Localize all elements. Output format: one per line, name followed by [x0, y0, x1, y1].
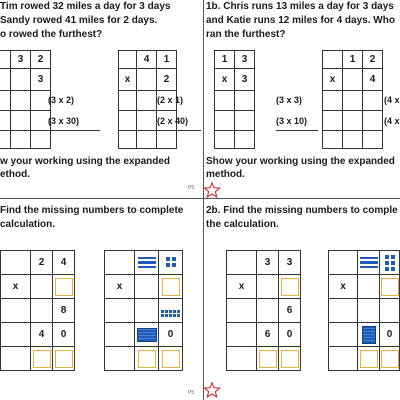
q2a-text [0, 204, 183, 232]
grid-cell: 0 [279, 323, 301, 347]
grid-cell: 6 [279, 299, 301, 323]
q1a-left-grid [0, 50, 51, 149]
grid-cell: 4 [363, 69, 383, 91]
grid-cell [137, 111, 157, 131]
grid-cell [119, 51, 137, 69]
answer-box[interactable] [381, 278, 399, 296]
grid-cell: 3 [235, 69, 255, 91]
grid-cell [137, 91, 157, 111]
grid-cell [1, 299, 31, 323]
answer-line [157, 130, 201, 131]
grid-cell [215, 131, 235, 149]
answer-box[interactable] [281, 278, 299, 296]
grid-cell [323, 131, 343, 149]
grid-cell [358, 299, 380, 323]
grid-cell: 6 [257, 323, 279, 347]
grid-cell: 3 [11, 51, 31, 69]
answer-box-cell [135, 347, 159, 371]
answer-box[interactable] [162, 350, 180, 368]
q2a-grid [0, 250, 75, 371]
grid-cell: 3 [235, 51, 255, 69]
hundreds-block-icon [362, 326, 376, 344]
grid-cell: x [215, 69, 235, 91]
grid-cell [135, 251, 159, 275]
grid-cell [343, 111, 363, 131]
grid-cell: 4 [137, 51, 157, 69]
footer-line: method. [206, 169, 245, 180]
grid-cell: 1 [215, 51, 235, 69]
answer-line [276, 130, 318, 131]
grid-cell [343, 91, 363, 111]
grid-cell: 8 [53, 299, 75, 323]
q1b-right-grid [322, 50, 383, 149]
hundreds-block-icon [137, 328, 157, 342]
grid-cell [235, 91, 255, 111]
grid-cell [329, 251, 358, 275]
grid-cell [358, 323, 380, 347]
q1b-line: 1b. Chris runs 13 miles a day for 3 days [206, 1, 394, 12]
grid-cell [119, 111, 137, 131]
answer-box-cell [53, 275, 75, 299]
answer-box[interactable] [55, 278, 73, 296]
q1a-line: Tim rowed 32 miles a day for 3 days [0, 1, 171, 12]
answer-box[interactable] [259, 350, 277, 368]
answer-box-cell [380, 347, 400, 371]
grid-cell [137, 69, 157, 91]
grid-cell [137, 131, 157, 149]
calc-label: (4 x [384, 116, 400, 126]
grid-cell [157, 131, 177, 149]
footer-line: Show your working using the expanded [206, 156, 395, 167]
answer-box[interactable] [381, 350, 399, 368]
q1b-line: ran the furthest? [206, 29, 286, 40]
grid-cell [363, 131, 383, 149]
vertical-divider [203, 0, 204, 400]
page-code: P5 [188, 390, 195, 396]
grid-cell: 3 [31, 69, 51, 91]
grid-cell [363, 91, 383, 111]
grid-cell: x [329, 275, 358, 299]
grid-cell [380, 299, 400, 323]
grid-cell: 4 [53, 251, 75, 275]
answer-box-cell [380, 275, 400, 299]
grid-cell [358, 251, 380, 275]
grid-cell [227, 299, 257, 323]
grid-cell [105, 299, 135, 323]
q1b-footer [206, 155, 395, 181]
answer-line [48, 130, 100, 131]
grid-cell [215, 91, 235, 111]
grid-cell: 2 [31, 251, 53, 275]
grid-cell [323, 91, 343, 111]
answer-box-cell [159, 347, 183, 371]
grid-cell: 2 [363, 51, 383, 69]
q2a-line: Find the missing numbers to complete [0, 205, 184, 216]
answer-box-cell [159, 275, 183, 299]
grid-cell: 0 [159, 323, 183, 347]
grid-cell [343, 131, 363, 149]
grid-cell [235, 111, 255, 131]
grid-cell [105, 251, 135, 275]
calc-label: (3 x 10) [276, 116, 308, 126]
grid-cell [31, 275, 53, 299]
q2a-place-value-grid [104, 250, 183, 371]
answer-box[interactable] [33, 350, 51, 368]
grid-cell: x [105, 275, 135, 299]
grid-cell [227, 323, 257, 347]
grid-cell: 0 [380, 323, 400, 347]
grid-cell [329, 299, 358, 323]
grid-cell [257, 275, 279, 299]
grid-cell [235, 131, 255, 149]
grid-cell [105, 347, 135, 371]
calc-label: (2 x 40) [157, 116, 189, 126]
answer-box-cell [257, 347, 279, 371]
tens-rods-icon [138, 257, 156, 269]
footer-line: w your working using the expanded [0, 156, 171, 167]
grid-cell: 2 [31, 51, 51, 69]
grid-cell: 3 [257, 251, 279, 275]
grid-cell [1, 323, 31, 347]
grid-cell [0, 131, 11, 149]
grid-cell [343, 69, 363, 91]
grid-cell [135, 323, 159, 347]
q2a-line: calculation. [0, 219, 56, 230]
grid-cell [11, 111, 31, 131]
q1a-text [0, 0, 170, 42]
calc-label: (3 x 30) [48, 116, 80, 126]
footer-line: ethod. [0, 169, 30, 180]
grid-cell [1, 251, 31, 275]
grid-cell: x [323, 69, 343, 91]
grid-cell [380, 251, 400, 275]
tens-rods-icon [360, 257, 378, 269]
q1b-left-grid [214, 50, 255, 149]
star-icon [204, 182, 220, 198]
grid-cell [11, 91, 31, 111]
grid-cell [105, 323, 135, 347]
calc-label: (2 x 1) [157, 95, 184, 105]
grid-cell [31, 299, 53, 323]
answer-box-cell [279, 347, 301, 371]
grid-cell [323, 111, 343, 131]
q1a-line: o rowed the furthest? [0, 29, 103, 40]
answer-box[interactable] [55, 350, 73, 368]
grid-cell [135, 299, 159, 323]
horizontal-divider [0, 198, 400, 199]
q2b-grid [226, 250, 301, 371]
answer-box-cell [53, 347, 75, 371]
grid-cell [329, 347, 358, 371]
answer-box[interactable] [360, 350, 378, 368]
grid-cell: 0 [53, 323, 75, 347]
grid-cell: 1 [343, 51, 363, 69]
grid-cell [1, 347, 31, 371]
q1b-text [206, 0, 395, 42]
ones-cubes-icon [161, 310, 180, 317]
grid-cell [31, 131, 51, 149]
grid-cell [215, 111, 235, 131]
ones-cubes-icon [166, 257, 176, 267]
answer-box[interactable] [162, 278, 180, 296]
grid-cell [358, 275, 380, 299]
grid-cell [227, 251, 257, 275]
q2b-place-value-grid [328, 250, 400, 371]
calc-label: (3 x 3) [276, 95, 303, 105]
grid-cell [159, 299, 183, 323]
star-icon [204, 382, 220, 398]
calc-label: (3 x 2) [48, 95, 75, 105]
grid-cell: x [1, 275, 31, 299]
grid-cell: 2 [157, 69, 177, 91]
grid-cell [11, 69, 31, 91]
q2b-text [206, 204, 398, 232]
grid-cell [329, 323, 358, 347]
grid-cell [0, 69, 11, 91]
grid-cell [363, 111, 383, 131]
grid-cell [119, 131, 137, 149]
q2b-line: 2b. Find the missing numbers to comple [206, 205, 398, 216]
calc-label: (4 x [384, 95, 400, 105]
grid-cell: x [119, 69, 137, 91]
answer-box[interactable] [281, 350, 299, 368]
grid-cell [119, 91, 137, 111]
answer-box-cell [358, 347, 380, 371]
grid-cell: 4 [31, 323, 53, 347]
grid-cell [0, 51, 11, 69]
q1b-line: and Katie runs 12 miles for 4 days. Who [206, 15, 395, 26]
grid-cell: x [227, 275, 257, 299]
answer-box-cell [31, 347, 53, 371]
q1a-footer [0, 155, 170, 181]
grid-cell [227, 347, 257, 371]
page-code: P5 [188, 185, 195, 191]
answer-box-cell [279, 275, 301, 299]
grid-cell [257, 299, 279, 323]
grid-cell [0, 111, 11, 131]
q1a-line: Sandy rowed 41 miles for 2 days. [0, 15, 158, 26]
grid-cell [159, 251, 183, 275]
grid-cell [323, 51, 343, 69]
grid-cell [135, 275, 159, 299]
q2b-line: the calculation. [206, 219, 279, 230]
ones-cubes-icon [385, 255, 395, 271]
grid-cell [0, 91, 11, 111]
grid-cell: 3 [279, 251, 301, 275]
grid-cell: 1 [157, 51, 177, 69]
grid-cell [11, 131, 31, 149]
answer-box[interactable] [138, 350, 156, 368]
